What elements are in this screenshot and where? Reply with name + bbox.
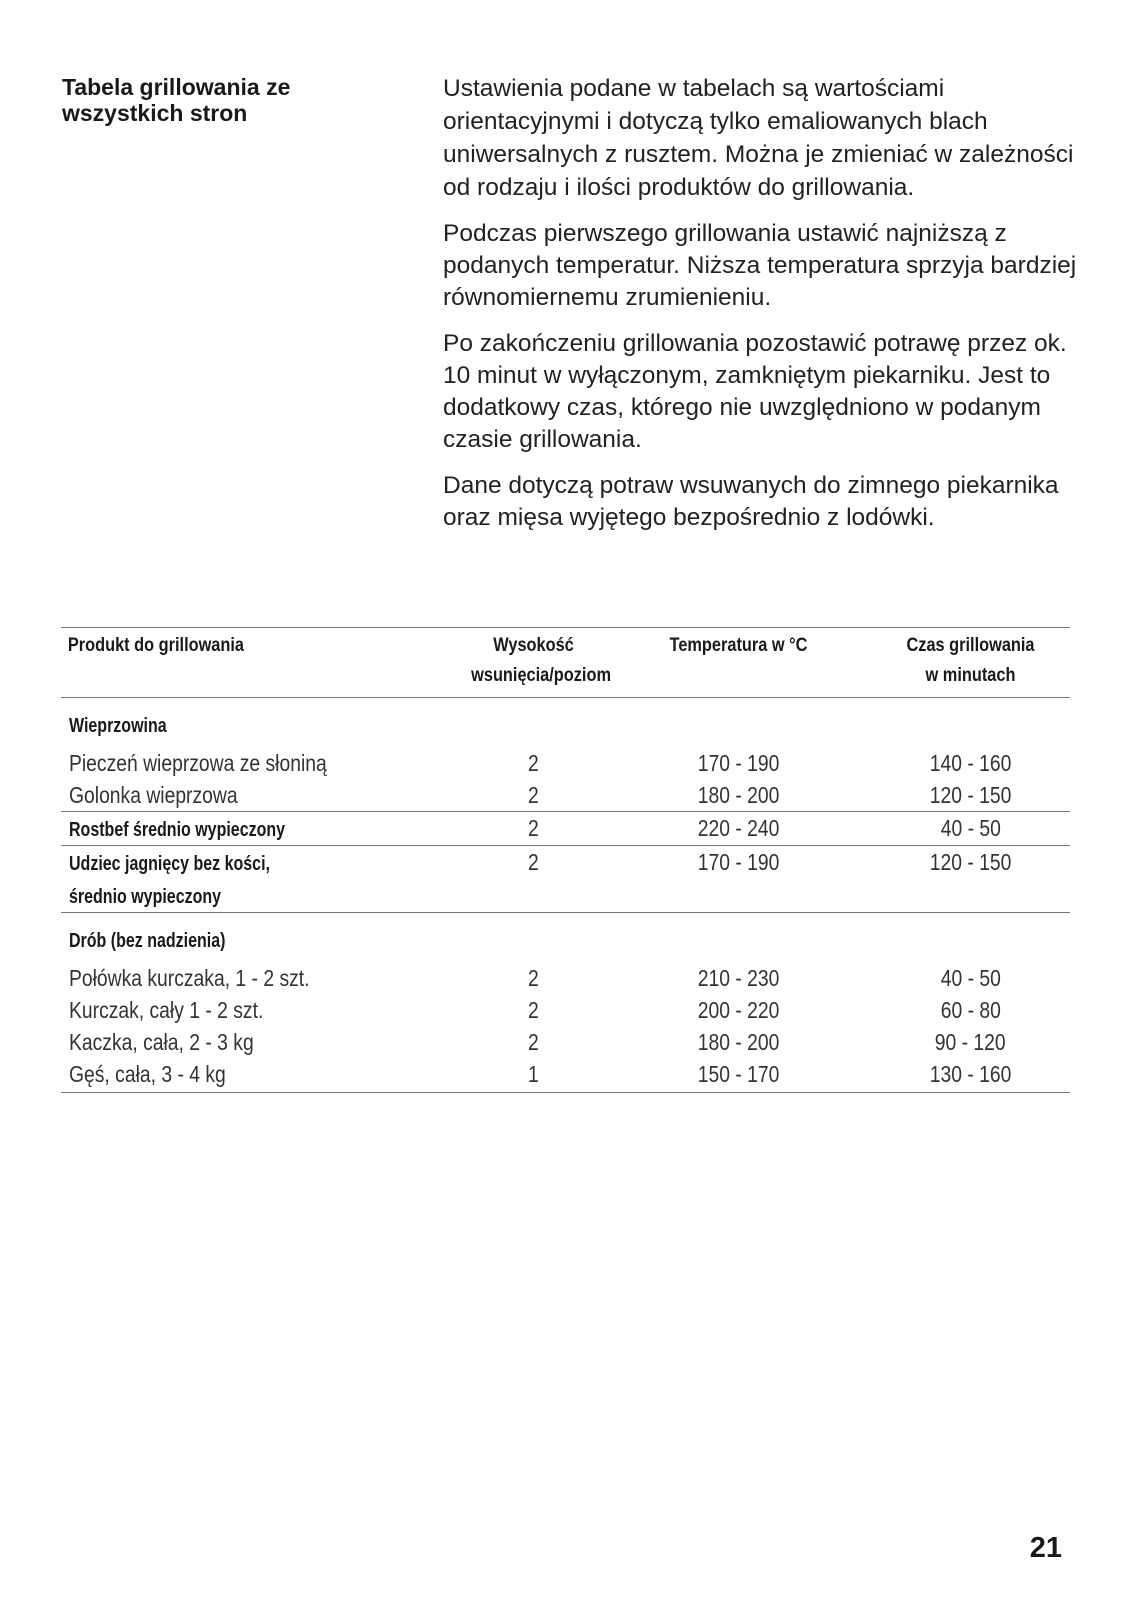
table-row (61, 1026, 1070, 1058)
header-time-line-2: w minutach (925, 665, 1016, 686)
header-product: Produkt do grillowania (67, 635, 245, 656)
intro-paragraph: Po zakończeniu grillowania pozostawić potrawę przez ok. 10 minut w wyłączonym, zamkniętym piekarniku. Jest to dodatkowy czas, którego nie uwzględniono w podanym czasie grillowania. (443, 330, 1067, 453)
product-name: Kaczka, cała, 2 - 3 kg (69, 1029, 254, 1055)
time-value: 120 - 150 (929, 849, 1012, 875)
product-name: Golonka wieprzowa (69, 782, 238, 808)
table-row (61, 994, 1070, 1026)
level-value: 2 (528, 750, 539, 776)
intro-paragraph: Podczas pierwszego grillowania ustawić najniższą z podanych temperatur. Niższa temperatura sprzyja bardziej równomiernemu zrumienieniu. (443, 220, 1077, 311)
section-title (62, 74, 392, 126)
product-name: Kurczak, cały 1 - 2 szt. (69, 997, 264, 1023)
intro-paragraph: Dane dotyczą potraw wsuwanych do zimnego piekarnika oraz mięsa wyjętego bezpośrednio z lodówki. (443, 472, 1059, 531)
header-level-line-1: Wysokość (493, 635, 574, 656)
time-value: 140 - 160 (929, 750, 1012, 776)
time-value: 40 - 50 (940, 965, 1001, 991)
header-time-line-1: Czas grillowania (906, 635, 1035, 656)
temperature-value: 170 - 190 (697, 849, 780, 875)
header-level-line-2: wsunięcia/poziom (471, 665, 611, 686)
temperature-value: 150 - 170 (697, 1061, 780, 1087)
header-temperature: Temperatura w °C (669, 635, 808, 656)
table-row (61, 812, 1070, 846)
intro-paragraph: Ustawienia podane w tabelach są wartościami orientacyjnymi i dotyczą tylko emaliowanych blach uniwersalnych z rusztem. Można je zmieniać w zależności od rodzaju i ilości produktów do grillowania. (443, 75, 1074, 201)
section-label-poultry: Drób (bez nadzienia) (69, 930, 226, 952)
section-label-pork: Wieprzowina (69, 715, 167, 737)
temperature-value: 180 - 200 (697, 1029, 780, 1055)
table-header-row (61, 628, 1070, 698)
intro-text (443, 72, 1083, 548)
product-name-line-1: Udziec jagnięcy bez kości, (69, 853, 270, 875)
temperature-value: 210 - 230 (697, 965, 780, 991)
temperature-value: 180 - 200 (697, 782, 780, 808)
product-name: Pieczeń wieprzowa ze słoniną (69, 750, 327, 776)
section-row-pork (61, 698, 1070, 748)
level-value: 1 (528, 1061, 539, 1087)
header-level (471, 628, 611, 698)
level-value: 2 (528, 815, 539, 841)
level-value: 2 (528, 965, 539, 991)
section-row-poultry (61, 913, 1070, 963)
section-title-line-2: wszystkich stron (62, 100, 248, 126)
table-row (61, 1058, 1070, 1093)
time-value: 60 - 80 (940, 997, 1001, 1023)
temperature-value: 200 - 220 (697, 997, 780, 1023)
product-name-line-2: średnio wypieczony (69, 886, 222, 908)
product-name: Połówka kurczaka, 1 - 2 szt. (69, 965, 310, 991)
grilling-table (61, 627, 1070, 1093)
level-value: 2 (528, 997, 539, 1023)
page-number: 21 (1029, 1532, 1062, 1564)
time-value: 90 - 120 (935, 1029, 1006, 1055)
temperature-value: 170 - 190 (697, 750, 780, 776)
time-value: 40 - 50 (940, 815, 1001, 841)
time-value: 130 - 160 (929, 1061, 1012, 1087)
time-value: 120 - 150 (929, 782, 1012, 808)
section-title-line-1: Tabela grillowania ze (62, 74, 291, 100)
table-row (61, 779, 1070, 812)
table-row (61, 747, 1070, 779)
temperature-value: 220 - 240 (697, 815, 780, 841)
product-name: Gęś, cała, 3 - 4 kg (69, 1061, 226, 1087)
level-value: 2 (528, 782, 539, 808)
level-value: 2 (528, 849, 539, 875)
table-row (61, 962, 1070, 994)
table-row (61, 846, 1070, 913)
level-value: 2 (528, 1029, 539, 1055)
product-name: Rostbef średnio wypieczony (69, 819, 286, 841)
header-time (885, 628, 1056, 698)
